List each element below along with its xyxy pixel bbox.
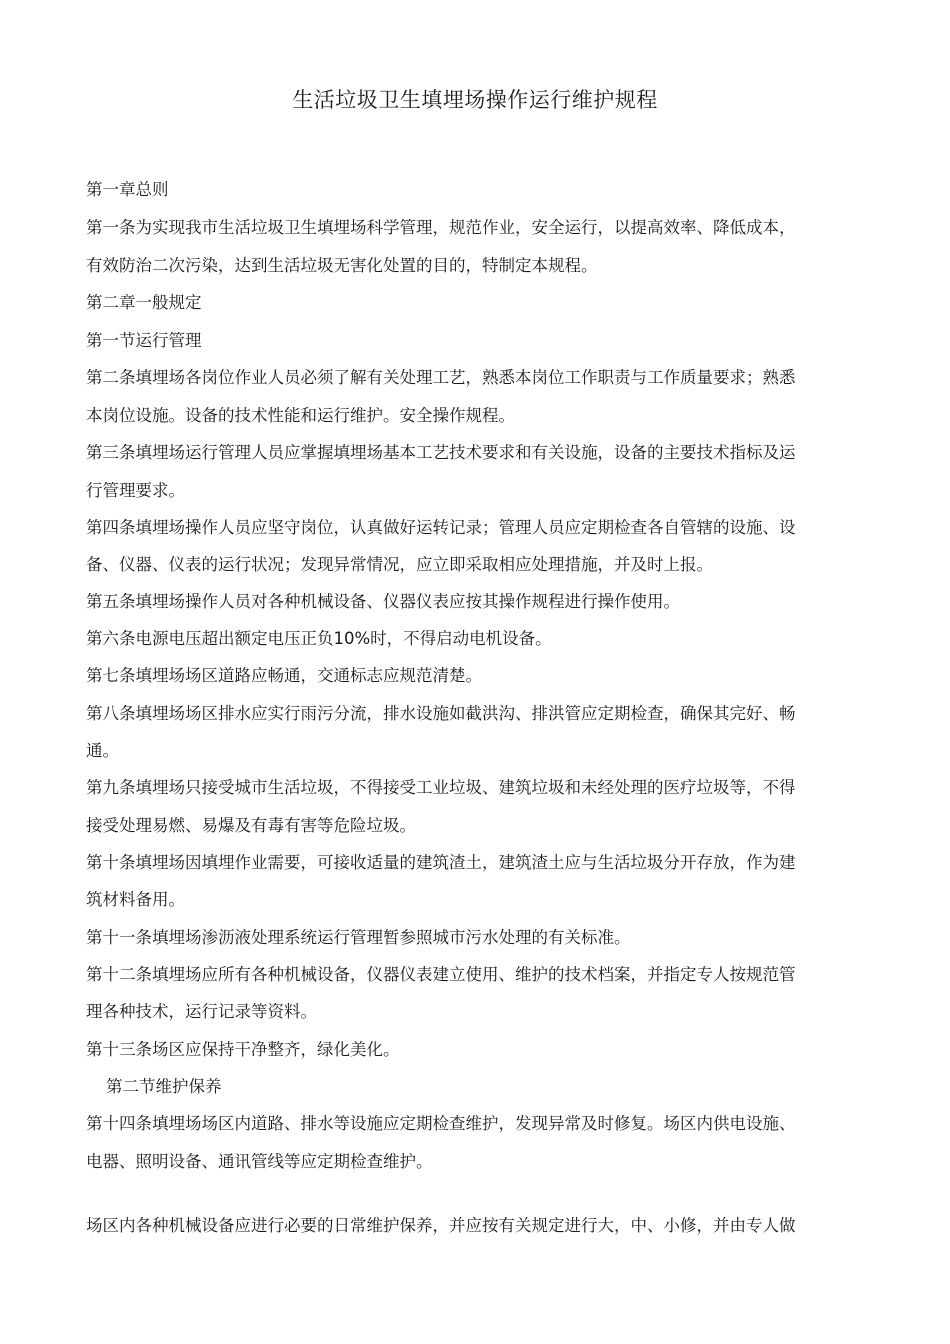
paragraph-line: 第四条填埋场操作人员应坚守岗位，认真做好运转记录；管理人员应定期检查各自管辖的设施、设 [86, 518, 796, 537]
chapter-1-heading: 第一章总则 [86, 180, 169, 199]
section-2-heading: 第二节维护保养 [106, 1077, 222, 1096]
paragraph-line: 本岗位设施。设备的技术性能和运行维护。安全操作规程。 [86, 406, 515, 425]
paragraph-line: 通。 [86, 741, 119, 760]
paragraph-line: 行管理要求。 [86, 481, 185, 500]
paragraph-line: 筑材料备用。 [86, 890, 185, 909]
chapter-2-heading: 第二章一般规定 [86, 293, 202, 312]
paragraph-line: 备、仪器、仪表的运行状况；发现异常情况，应立即采取相应处理措施，并及时上报。 [86, 555, 713, 574]
paragraph-line: 有效防治二次污染，达到生活垃圾无害化处置的目的，特制定本规程。 [86, 256, 598, 275]
paragraph-line: 第六条电源电压超出额定电压正负10%时，不得启动电机设备。 [86, 629, 552, 648]
paragraph-line: 第十二条填埋场应所有各种机械设备，仪器仪表建立使用、维护的技术档案，并指定专人按规范管 [86, 965, 796, 984]
paragraph-line: 接受处理易燃、易爆及有毒有害等危险垃圾。 [86, 816, 416, 835]
paragraph-line: 第十三条场区应保持干净整齐，绿化美化。 [86, 1040, 400, 1059]
paragraph-line: 第十一条填埋场渗沥液处理系统运行管理暂参照城市污水处理的有关标准。 [86, 928, 631, 947]
paragraph-line: 第二条填埋场各岗位作业人员必须了解有关处理工艺，熟悉本岗位工作职责与工作质量要求；熟悉 [86, 368, 796, 387]
paragraph-line: 第一条为实现我市生活垃圾卫生填埋场科学管理，规范作业，安全运行，以提高效率、降低成本， [86, 218, 796, 237]
paragraph-line: 场区内各种机械设备应进行必要的日常维护保养，并应按有关规定进行大，中、小修，并由专人做 [86, 1216, 796, 1235]
paragraph-line: 第五条填埋场操作人员对各种机械设备、仪器仪表应按其操作规程进行操作使用。 [86, 592, 680, 611]
section-1-heading: 第一节运行管理 [86, 331, 202, 350]
paragraph-line: 理各种技术，运行记录等资料。 [86, 1002, 317, 1021]
paragraph-line: 电器、照明设备、通讯管线等应定期检查维护。 [86, 1152, 433, 1171]
paragraph-line: 第九条填埋场只接受城市生活垃圾，不得接受工业垃圾、建筑垃圾和未经处理的医疗垃圾等，不得 [86, 778, 796, 797]
paragraph-line: 第十四条填埋场场区内道路、排水等设施应定期检查维护，发现异常及时修复。场区内供电设施、 [86, 1114, 796, 1133]
document-title: 生活垃圾卫生填埋场操作运行维护规程 [292, 88, 658, 112]
paragraph-line: 第八条填埋场场区排水应实行雨污分流，排水设施如截洪沟、排洪管应定期检查，确保其完好、畅 [86, 704, 796, 723]
paragraph-line: 第三条填埋场运行管理人员应掌握填埋场基本工艺技术要求和有关设施，设备的主要技术指标及运 [86, 443, 796, 462]
paragraph-line: 第十条填埋场因填埋作业需要，可接收适量的建筑渣土，建筑渣土应与生活垃圾分开存放，作为建 [86, 853, 796, 872]
paragraph-line: 第七条填埋场场区道路应畅通，交通标志应规范清楚。 [86, 666, 482, 685]
